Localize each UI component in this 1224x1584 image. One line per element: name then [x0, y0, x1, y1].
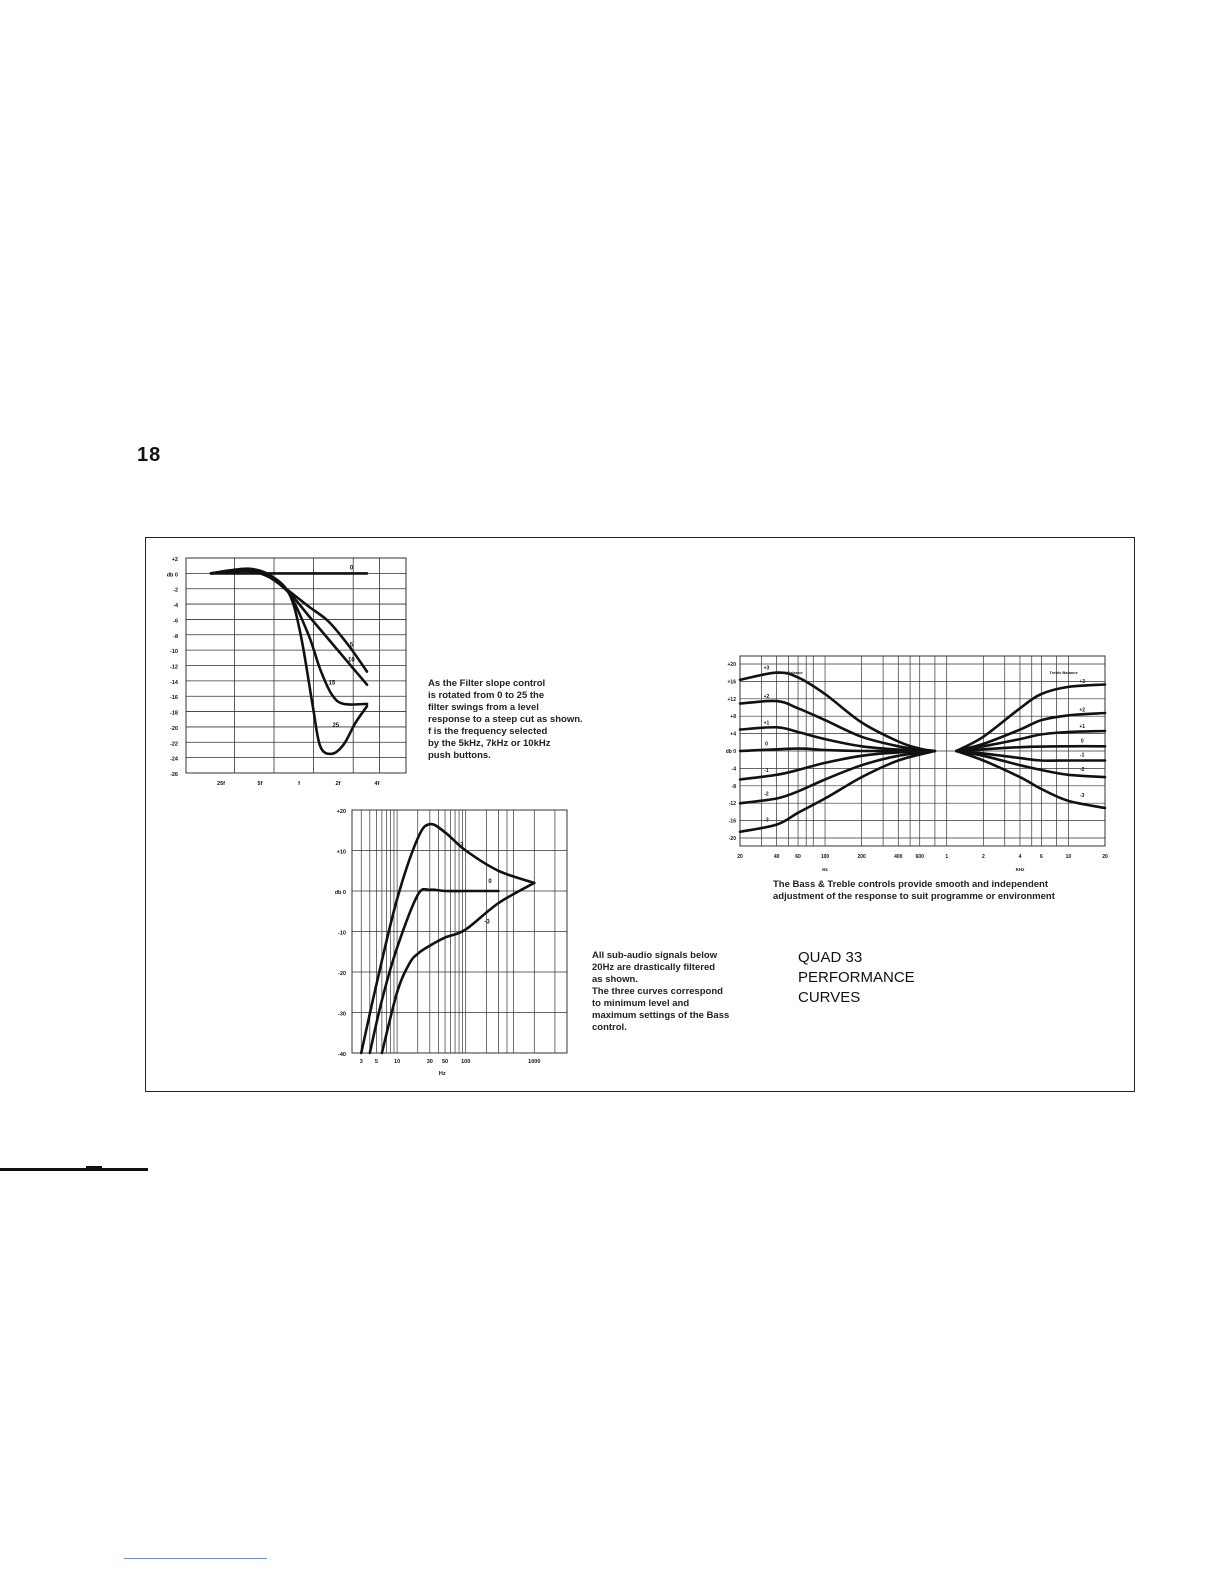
tone-bass-curve-label: +2 — [763, 694, 770, 701]
filter-slope-chart — [150, 552, 420, 812]
tone-treble-curve-label: +2 — [1079, 707, 1086, 714]
filter-y-tick-label: +2 — [171, 557, 178, 563]
filter-y-tick-label: -14 — [170, 679, 178, 686]
tone-x-tick-label: 20 — [1102, 854, 1108, 860]
tone-bass-curve-label: -1 — [764, 767, 769, 774]
tone-bass-curve-label: +1 — [763, 720, 770, 727]
sub-audio-filter-chart — [330, 800, 580, 1085]
tone-x-tick-label: 40 — [773, 854, 780, 860]
tone-x-tick-label: 100 — [820, 854, 830, 860]
tone-caption: The Bass & Treble controls provide smooth and independent adjustment of the response to suit programme or environment — [773, 879, 1055, 902]
filter-y-tick-label: -16 — [170, 695, 178, 702]
tone-x-tick-label: 2 — [981, 854, 985, 860]
tone-y-tick-label: -20 — [728, 836, 736, 842]
tone-y-tick-label: +8 — [730, 714, 736, 721]
page-rule — [0, 1168, 148, 1171]
subaudio-y-tick-label: -10 — [338, 930, 346, 937]
subaudio-y-tick-label: +10 — [336, 849, 346, 856]
filter-y-tick-label: -26 — [170, 772, 178, 778]
tone-bass-legend-label: Bass Balance — [776, 670, 803, 675]
subaudio-x-tick-label: 3 — [359, 1059, 363, 1065]
tone-y-tick-label: db 0 — [725, 749, 736, 755]
filter-y-tick-label: -4 — [173, 603, 178, 610]
filter-x-tick-label: 5f — [257, 781, 263, 787]
filter-x-tick-label: f — [298, 781, 300, 787]
tone-y-tick-label: +16 — [727, 679, 736, 686]
tone-bass-curve-label: +3 — [763, 665, 770, 672]
tone-x-tick-label: 400 — [894, 854, 903, 860]
subaudio-x-tick-label: 50 — [441, 1059, 449, 1065]
subaudio-curve-label: 0 — [488, 878, 492, 885]
tone-x-tick-label: 10 — [1065, 854, 1072, 860]
tone-treble-legend-label: Treble Balance — [1049, 670, 1078, 675]
tone-y-tick-label: -12 — [728, 801, 736, 808]
subaudio-x-axis-label: Hz — [438, 1071, 446, 1077]
page-number: 18 — [137, 444, 162, 466]
subaudio-y-tick-label: db 0 — [334, 890, 346, 896]
tone-y-tick-label: +12 — [727, 696, 736, 703]
tone-treble-curve-label: +1 — [1079, 724, 1086, 730]
subaudio-y-tick-label: -40 — [338, 1052, 346, 1058]
tone-y-tick-label: -4 — [731, 766, 736, 773]
filter-x-tick-label: 2f — [335, 781, 341, 787]
filter-curve-label: 5 — [349, 642, 354, 649]
tone-treble-curve-label: -2 — [1080, 766, 1085, 773]
filter-y-tick-label: -2 — [173, 587, 178, 594]
tone-bass-curve — [740, 751, 935, 832]
underline-rule — [124, 1558, 267, 1559]
tone-x-tick-label: 1 — [945, 854, 949, 860]
tone-y-tick-label: -8 — [731, 783, 736, 790]
subaudio-x-tick-label: 10 — [394, 1059, 401, 1065]
filter-curve-label: 15 — [328, 680, 336, 687]
filter-y-tick-label: -12 — [170, 664, 178, 671]
tone-bass-curve-label: 0 — [765, 741, 768, 748]
tone-y-tick-label: -16 — [728, 818, 736, 825]
title-line-2: PERFORMANCE — [798, 969, 915, 986]
subaudio-x-tick-label: 100 — [461, 1059, 471, 1065]
filter-x-tick-label: 25f — [217, 781, 225, 787]
tone-x-unit-hz: Hz — [822, 867, 828, 872]
tone-treble-curve-label: -3 — [1080, 792, 1085, 799]
subaudio-y-tick-label: +20 — [336, 809, 346, 815]
tone-y-tick-label: +4 — [730, 731, 736, 738]
tone-x-tick-label: 20 — [737, 854, 743, 860]
tone-treble-curve-label: 0 — [1080, 738, 1084, 745]
filter-x-tick-label: 4f — [374, 781, 380, 787]
filter-curve-label: 10 — [348, 657, 355, 664]
subaudio-y-tick-label: -20 — [338, 971, 346, 977]
title-line-1: QUAD 33 — [798, 949, 863, 966]
tone-x-tick-label: 600 — [915, 854, 924, 860]
tone-x-tick-label: 6 — [1039, 854, 1043, 860]
filter-y-tick-label: -8 — [173, 633, 178, 640]
tone-treble-curve-label: -1 — [1080, 752, 1085, 759]
tone-bass-curve — [740, 673, 935, 751]
tone-bass-curve-label: -3 — [764, 817, 769, 824]
tone-treble-curve-label: +3 — [1079, 678, 1086, 685]
filter-y-tick-label: -10 — [170, 649, 178, 656]
subaudio-x-tick-label: 5 — [374, 1059, 378, 1065]
filter-y-tick-label: -20 — [170, 725, 178, 732]
subaudio-x-tick-label: 1000 — [528, 1059, 541, 1065]
filter-y-tick-label: -6 — [173, 618, 178, 625]
subaudio-curve-label: -3 — [484, 919, 490, 926]
subaudio-x-tick-label: 30 — [426, 1059, 433, 1065]
subaudio-y-tick-label: -30 — [338, 1011, 346, 1018]
subaudio-curve — [382, 883, 534, 1053]
title-line-3: CURVES — [798, 989, 861, 1006]
subaudio-curve — [361, 824, 534, 1053]
subaudio-caption: All sub-audio signals below 20Hz are drastically filtered as shown. The three curves correspond to minimum level and maximum settings of the Bass control. — [592, 950, 730, 1033]
filter-curve-label: 0 — [349, 565, 354, 572]
filter-y-tick-label: -22 — [170, 741, 178, 748]
filter-y-tick-label: -24 — [170, 756, 178, 763]
bass-treble-chart — [718, 648, 1118, 876]
filter-curve-label: 25 — [332, 722, 340, 729]
filter-y-tick-label: db 0 — [166, 572, 178, 579]
subaudio-curve-label: +3 — [456, 842, 464, 849]
tone-x-tick-label: 200 — [857, 854, 866, 860]
filter-caption: As the Filter slope control is rotated from 0 to 25 the filter swings from a level response to a steep cut as shown. f is the frequency selected by the 5kHz, 7kHz or 10kHz push buttons. — [428, 678, 583, 761]
tone-y-tick-label: +20 — [727, 662, 736, 668]
chart-title-block — [798, 948, 915, 1008]
tone-x-unit-khz: KHz — [1015, 867, 1025, 872]
tone-bass-curve-label: -2 — [764, 791, 769, 798]
tone-x-tick-label: 4 — [1018, 854, 1022, 860]
filter-y-tick-label: -18 — [170, 710, 178, 717]
tone-x-tick-label: 60 — [795, 854, 801, 860]
